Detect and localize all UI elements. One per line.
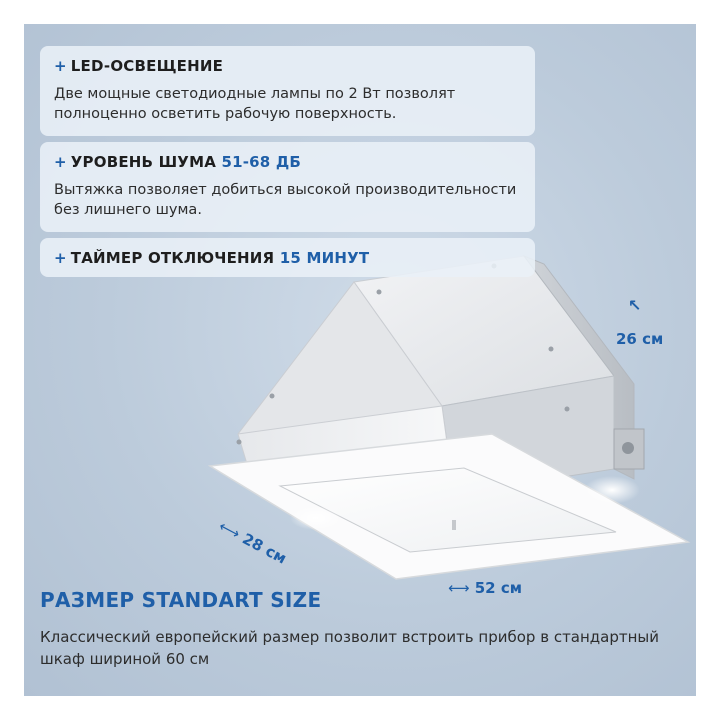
depth-dimension: 28 см (239, 529, 290, 568)
feature-title-text: УРОВЕНЬ ШУМА (70, 153, 217, 171)
feature-description: Две мощные светодиодные лампы по 2 Вт позволят полноценно осветить рабочую поверхность. (54, 86, 456, 122)
feature-card-led (40, 46, 535, 136)
height-dimension: 26 см (616, 330, 664, 348)
width-dimension: 52 см (474, 579, 522, 597)
section-description: Классический европейский размер позволит встроить прибор в стандартный шкаф шириной 60 см (40, 628, 660, 668)
plus-icon: + (54, 249, 67, 267)
section-title: РАЗМЕР STANDART SIZE (40, 588, 322, 612)
feature-accent-value: 51-68 ДБ (221, 153, 302, 171)
feature-title-text: ТАЙМЕР ОТКЛЮЧЕНИЯ (70, 249, 275, 267)
product-banner (24, 24, 696, 696)
height-arrow-icon: ↖ (628, 296, 642, 315)
feature-description: Вытяжка позволяет добиться высокой производительности без лишнего шума. (54, 182, 517, 218)
feature-title (54, 249, 521, 267)
feature-accent-value: 15 МИНУТ (279, 249, 370, 267)
feature-title (54, 57, 521, 75)
plus-icon: + (54, 153, 67, 171)
feature-card-noise (40, 142, 535, 232)
width-arrow-icon: ⟷ (448, 579, 470, 597)
width-dimension-label (448, 579, 522, 597)
plus-icon: + (54, 57, 67, 75)
feature-card-timer (40, 238, 535, 277)
depth-arrow-icon: ⟷ (215, 517, 244, 544)
feature-title (54, 153, 521, 171)
feature-title-text: LED-ОСВЕЩЕНИЕ (70, 57, 224, 75)
